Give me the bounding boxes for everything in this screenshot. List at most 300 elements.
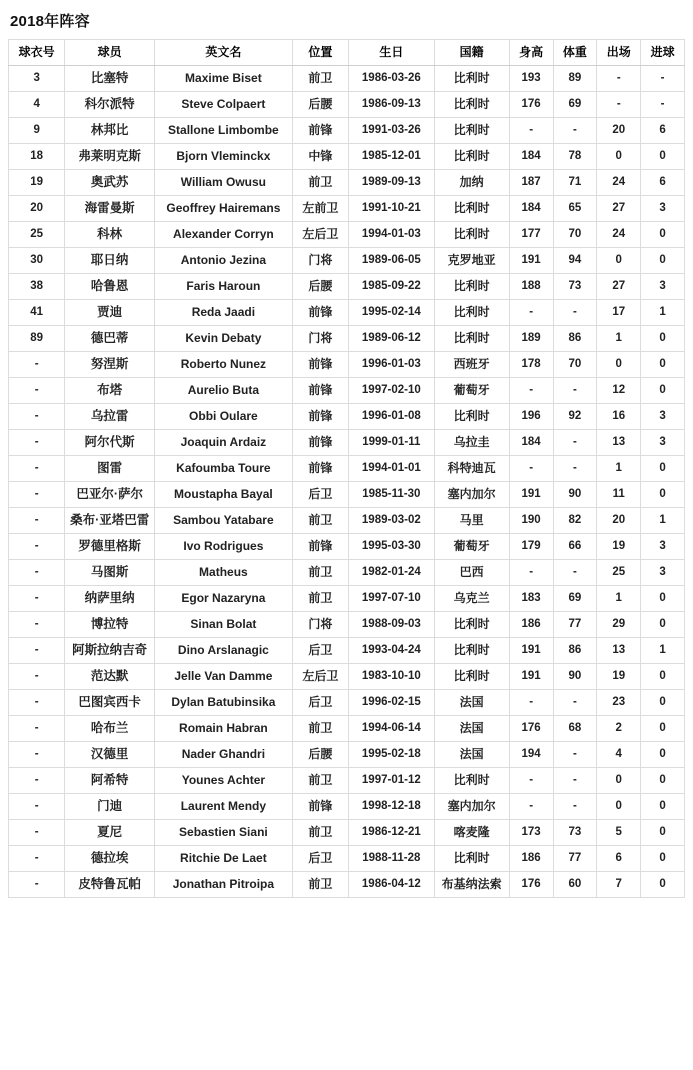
cell-jersey-number: - <box>9 612 65 638</box>
cell-birthday: 1986-04-12 <box>349 872 435 898</box>
table-row <box>9 534 685 560</box>
cell-birthday: 1982-01-24 <box>349 560 435 586</box>
cell-birthday: 1999-01-11 <box>349 430 435 456</box>
cell-height: - <box>509 300 553 326</box>
cell-goals: 3 <box>641 404 685 430</box>
cell-height: 193 <box>509 66 553 92</box>
cell-jersey-number: 25 <box>9 222 65 248</box>
cell-goals: 0 <box>641 716 685 742</box>
cell-jersey-number: - <box>9 638 65 664</box>
cell-position: 门将 <box>292 326 348 352</box>
cell-nationality: 葡萄牙 <box>434 378 509 404</box>
cell-english-name: Ritchie De Laet <box>155 846 293 872</box>
cell-goals: 0 <box>641 586 685 612</box>
cell-appearances: 1 <box>597 326 641 352</box>
cell-position: 左后卫 <box>292 222 348 248</box>
cell-weight: - <box>553 430 597 456</box>
cell-position: 后腰 <box>292 92 348 118</box>
table-row <box>9 846 685 872</box>
cell-player-name: 耶日纳 <box>65 248 155 274</box>
cell-nationality: 乌克兰 <box>434 586 509 612</box>
cell-weight: 71 <box>553 170 597 196</box>
cell-appearances: 7 <box>597 872 641 898</box>
cell-jersey-number: 30 <box>9 248 65 274</box>
cell-height: 177 <box>509 222 553 248</box>
cell-nationality: 比利时 <box>434 274 509 300</box>
cell-birthday: 1991-10-21 <box>349 196 435 222</box>
cell-height: 191 <box>509 482 553 508</box>
cell-height: 191 <box>509 638 553 664</box>
cell-birthday: 1989-03-02 <box>349 508 435 534</box>
cell-nationality: 乌拉圭 <box>434 430 509 456</box>
column-header-goals: 进球 <box>641 40 685 66</box>
cell-birthday: 1995-03-30 <box>349 534 435 560</box>
cell-jersey-number: - <box>9 560 65 586</box>
cell-appearances: 17 <box>597 300 641 326</box>
cell-player-name: 德巴蒂 <box>65 326 155 352</box>
table-row <box>9 508 685 534</box>
cell-height: - <box>509 456 553 482</box>
cell-birthday: 1991-03-26 <box>349 118 435 144</box>
cell-position: 前锋 <box>292 456 348 482</box>
table-row <box>9 378 685 404</box>
cell-appearances: 20 <box>597 508 641 534</box>
cell-nationality: 比利时 <box>434 144 509 170</box>
cell-birthday: 1986-03-26 <box>349 66 435 92</box>
cell-nationality: 布基纳法索 <box>434 872 509 898</box>
cell-english-name: Kevin Debaty <box>155 326 293 352</box>
cell-position: 前卫 <box>292 586 348 612</box>
cell-appearances: 24 <box>597 170 641 196</box>
cell-height: 187 <box>509 170 553 196</box>
table-row <box>9 768 685 794</box>
column-header-jersey: 球衣号 <box>9 40 65 66</box>
cell-nationality: 塞内加尔 <box>434 482 509 508</box>
cell-player-name: 乌拉雷 <box>65 404 155 430</box>
cell-goals: 6 <box>641 170 685 196</box>
cell-height: 179 <box>509 534 553 560</box>
cell-weight: 94 <box>553 248 597 274</box>
cell-jersey-number: - <box>9 872 65 898</box>
cell-goals: 0 <box>641 820 685 846</box>
cell-appearances: 19 <box>597 534 641 560</box>
cell-goals: 1 <box>641 508 685 534</box>
cell-player-name: 巴亚尔·萨尔 <box>65 482 155 508</box>
cell-english-name: Obbi Oulare <box>155 404 293 430</box>
cell-birthday: 1997-02-10 <box>349 378 435 404</box>
header-row <box>9 40 685 66</box>
cell-jersey-number: - <box>9 742 65 768</box>
cell-player-name: 皮特鲁瓦帕 <box>65 872 155 898</box>
cell-birthday: 1988-09-03 <box>349 612 435 638</box>
column-header-nationality: 国籍 <box>434 40 509 66</box>
cell-appearances: 27 <box>597 274 641 300</box>
cell-jersey-number: - <box>9 794 65 820</box>
cell-position: 左后卫 <box>292 664 348 690</box>
cell-birthday: 1989-06-05 <box>349 248 435 274</box>
cell-english-name: Bjorn Vleminckx <box>155 144 293 170</box>
cell-goals: 0 <box>641 742 685 768</box>
cell-appearances: 2 <box>597 716 641 742</box>
cell-player-name: 夏尼 <box>65 820 155 846</box>
cell-appearances: 24 <box>597 222 641 248</box>
cell-english-name: Dino Arslanagic <box>155 638 293 664</box>
cell-goals: 0 <box>641 222 685 248</box>
table-row <box>9 612 685 638</box>
cell-player-name: 贾迪 <box>65 300 155 326</box>
cell-english-name: Nader Ghandri <box>155 742 293 768</box>
cell-weight: - <box>553 378 597 404</box>
cell-english-name: Aurelio Buta <box>155 378 293 404</box>
cell-jersey-number: 9 <box>9 118 65 144</box>
cell-nationality: 比利时 <box>434 118 509 144</box>
cell-appearances: 27 <box>597 196 641 222</box>
cell-nationality: 比利时 <box>434 222 509 248</box>
cell-nationality: 比利时 <box>434 846 509 872</box>
cell-english-name: Maxime Biset <box>155 66 293 92</box>
cell-appearances: 0 <box>597 794 641 820</box>
cell-nationality: 西班牙 <box>434 352 509 378</box>
cell-height: 184 <box>509 196 553 222</box>
cell-weight: 89 <box>553 66 597 92</box>
cell-position: 后卫 <box>292 846 348 872</box>
cell-goals: 0 <box>641 872 685 898</box>
table-row <box>9 248 685 274</box>
cell-jersey-number: - <box>9 508 65 534</box>
cell-appearances: 13 <box>597 430 641 456</box>
cell-nationality: 科特迪瓦 <box>434 456 509 482</box>
cell-player-name: 桑布·亚塔巴雷 <box>65 508 155 534</box>
cell-player-name: 罗德里格斯 <box>65 534 155 560</box>
cell-jersey-number: - <box>9 716 65 742</box>
cell-position: 前卫 <box>292 170 348 196</box>
cell-english-name: Sinan Bolat <box>155 612 293 638</box>
table-row <box>9 92 685 118</box>
cell-nationality: 比利时 <box>434 638 509 664</box>
cell-weight: - <box>553 118 597 144</box>
cell-height: 176 <box>509 872 553 898</box>
cell-weight: - <box>553 300 597 326</box>
cell-height: 176 <box>509 92 553 118</box>
cell-jersey-number: 19 <box>9 170 65 196</box>
table-row <box>9 586 685 612</box>
cell-position: 前锋 <box>292 534 348 560</box>
cell-nationality: 比利时 <box>434 66 509 92</box>
table-row <box>9 196 685 222</box>
table-row <box>9 664 685 690</box>
cell-weight: 92 <box>553 404 597 430</box>
cell-height: 186 <box>509 846 553 872</box>
column-header-position: 位置 <box>292 40 348 66</box>
cell-nationality: 塞内加尔 <box>434 794 509 820</box>
cell-nationality: 马里 <box>434 508 509 534</box>
cell-weight: 70 <box>553 352 597 378</box>
cell-player-name: 阿斯拉纳吉奇 <box>65 638 155 664</box>
cell-weight: 60 <box>553 872 597 898</box>
cell-english-name: Jonathan Pitroipa <box>155 872 293 898</box>
cell-jersey-number: 38 <box>9 274 65 300</box>
cell-nationality: 比利时 <box>434 612 509 638</box>
cell-goals: 1 <box>641 638 685 664</box>
column-header-birthday: 生日 <box>349 40 435 66</box>
cell-appearances: - <box>597 66 641 92</box>
cell-height: - <box>509 690 553 716</box>
cell-player-name: 德拉埃 <box>65 846 155 872</box>
cell-weight: 82 <box>553 508 597 534</box>
cell-goals: 0 <box>641 846 685 872</box>
cell-player-name: 图雷 <box>65 456 155 482</box>
cell-appearances: 13 <box>597 638 641 664</box>
cell-english-name: Reda Jaadi <box>155 300 293 326</box>
cell-position: 后卫 <box>292 638 348 664</box>
cell-english-name: Romain Habran <box>155 716 293 742</box>
column-header-weight: 体重 <box>553 40 597 66</box>
cell-weight: 86 <box>553 638 597 664</box>
table-row <box>9 430 685 456</box>
cell-jersey-number: - <box>9 820 65 846</box>
cell-birthday: 1993-04-24 <box>349 638 435 664</box>
cell-birthday: 1996-01-03 <box>349 352 435 378</box>
cell-birthday: 1995-02-18 <box>349 742 435 768</box>
cell-jersey-number: - <box>9 664 65 690</box>
cell-appearances: 25 <box>597 560 641 586</box>
cell-weight: - <box>553 768 597 794</box>
cell-english-name: Matheus <box>155 560 293 586</box>
table-row <box>9 690 685 716</box>
cell-position: 后腰 <box>292 274 348 300</box>
cell-position: 中锋 <box>292 144 348 170</box>
cell-player-name: 范达默 <box>65 664 155 690</box>
cell-jersey-number: - <box>9 586 65 612</box>
cell-appearances: 1 <box>597 456 641 482</box>
cell-birthday: 1994-06-14 <box>349 716 435 742</box>
cell-height: 176 <box>509 716 553 742</box>
cell-goals: - <box>641 66 685 92</box>
cell-position: 前锋 <box>292 118 348 144</box>
cell-weight: - <box>553 742 597 768</box>
table-row <box>9 638 685 664</box>
cell-appearances: 4 <box>597 742 641 768</box>
cell-appearances: 0 <box>597 352 641 378</box>
cell-player-name: 科林 <box>65 222 155 248</box>
cell-height: 196 <box>509 404 553 430</box>
cell-position: 后卫 <box>292 690 348 716</box>
cell-height: - <box>509 768 553 794</box>
cell-goals: 0 <box>641 456 685 482</box>
cell-weight: - <box>553 794 597 820</box>
cell-goals: 0 <box>641 352 685 378</box>
cell-appearances: 29 <box>597 612 641 638</box>
cell-english-name: Steve Colpaert <box>155 92 293 118</box>
cell-player-name: 马图斯 <box>65 560 155 586</box>
cell-goals: - <box>641 92 685 118</box>
cell-position: 前卫 <box>292 560 348 586</box>
cell-english-name: Sebastien Siani <box>155 820 293 846</box>
cell-jersey-number: 3 <box>9 66 65 92</box>
cell-english-name: Joaquin Ardaiz <box>155 430 293 456</box>
cell-goals: 3 <box>641 560 685 586</box>
cell-nationality: 比利时 <box>434 664 509 690</box>
table-row <box>9 326 685 352</box>
cell-player-name: 布塔 <box>65 378 155 404</box>
cell-appearances: 20 <box>597 118 641 144</box>
cell-weight: 66 <box>553 534 597 560</box>
cell-nationality: 比利时 <box>434 92 509 118</box>
column-header-height: 身高 <box>509 40 553 66</box>
cell-jersey-number: - <box>9 768 65 794</box>
cell-jersey-number: - <box>9 846 65 872</box>
cell-english-name: Younes Achter <box>155 768 293 794</box>
cell-position: 前卫 <box>292 820 348 846</box>
cell-player-name: 巴图宾西卡 <box>65 690 155 716</box>
cell-jersey-number: - <box>9 456 65 482</box>
cell-player-name: 门迪 <box>65 794 155 820</box>
cell-birthday: 1994-01-03 <box>349 222 435 248</box>
cell-player-name: 哈布兰 <box>65 716 155 742</box>
cell-english-name: Alexander Corryn <box>155 222 293 248</box>
cell-birthday: 1997-07-10 <box>349 586 435 612</box>
cell-birthday: 1994-01-01 <box>349 456 435 482</box>
cell-appearances: 6 <box>597 846 641 872</box>
cell-jersey-number: - <box>9 352 65 378</box>
cell-appearances: 16 <box>597 404 641 430</box>
table-row <box>9 794 685 820</box>
cell-weight: 68 <box>553 716 597 742</box>
cell-position: 门将 <box>292 248 348 274</box>
cell-english-name: Kafoumba Toure <box>155 456 293 482</box>
cell-player-name: 科尔派特 <box>65 92 155 118</box>
cell-nationality: 比利时 <box>434 300 509 326</box>
cell-english-name: Egor Nazaryna <box>155 586 293 612</box>
cell-birthday: 1985-12-01 <box>349 144 435 170</box>
cell-height: - <box>509 794 553 820</box>
cell-weight: 69 <box>553 92 597 118</box>
cell-jersey-number: 89 <box>9 326 65 352</box>
cell-english-name: Laurent Mendy <box>155 794 293 820</box>
cell-goals: 3 <box>641 196 685 222</box>
column-header-player: 球员 <box>65 40 155 66</box>
cell-player-name: 哈鲁恩 <box>65 274 155 300</box>
cell-height: 178 <box>509 352 553 378</box>
cell-jersey-number: - <box>9 378 65 404</box>
cell-goals: 1 <box>641 300 685 326</box>
table-row <box>9 66 685 92</box>
cell-jersey-number: 41 <box>9 300 65 326</box>
cell-position: 后腰 <box>292 742 348 768</box>
table-row <box>9 118 685 144</box>
cell-player-name: 博拉特 <box>65 612 155 638</box>
table-row <box>9 170 685 196</box>
cell-height: 194 <box>509 742 553 768</box>
cell-nationality: 喀麦隆 <box>434 820 509 846</box>
cell-nationality: 比利时 <box>434 196 509 222</box>
cell-height: 188 <box>509 274 553 300</box>
cell-position: 前锋 <box>292 300 348 326</box>
cell-appearances: 12 <box>597 378 641 404</box>
cell-weight: 69 <box>553 586 597 612</box>
cell-appearances: 5 <box>597 820 641 846</box>
cell-nationality: 法国 <box>434 690 509 716</box>
cell-appearances: 19 <box>597 664 641 690</box>
cell-position: 后卫 <box>292 482 348 508</box>
table-row <box>9 144 685 170</box>
cell-appearances: 0 <box>597 144 641 170</box>
cell-goals: 0 <box>641 794 685 820</box>
cell-height: 191 <box>509 664 553 690</box>
table-row <box>9 456 685 482</box>
cell-goals: 0 <box>641 378 685 404</box>
cell-position: 前卫 <box>292 66 348 92</box>
cell-weight: 90 <box>553 482 597 508</box>
cell-height: 184 <box>509 144 553 170</box>
table-row <box>9 274 685 300</box>
cell-goals: 3 <box>641 534 685 560</box>
cell-nationality: 法国 <box>434 742 509 768</box>
cell-goals: 3 <box>641 430 685 456</box>
cell-jersey-number: - <box>9 430 65 456</box>
table-row <box>9 222 685 248</box>
cell-height: 191 <box>509 248 553 274</box>
cell-jersey-number: 4 <box>9 92 65 118</box>
column-header-english: 英文名 <box>155 40 293 66</box>
cell-height: - <box>509 378 553 404</box>
cell-goals: 0 <box>641 612 685 638</box>
cell-weight: 77 <box>553 612 597 638</box>
cell-appearances: 0 <box>597 248 641 274</box>
cell-english-name: Jelle Van Damme <box>155 664 293 690</box>
cell-goals: 0 <box>641 144 685 170</box>
cell-position: 前卫 <box>292 716 348 742</box>
cell-birthday: 1989-09-13 <box>349 170 435 196</box>
cell-jersey-number: - <box>9 404 65 430</box>
cell-goals: 0 <box>641 326 685 352</box>
cell-english-name: Ivo Rodrigues <box>155 534 293 560</box>
table-row <box>9 352 685 378</box>
cell-height: 184 <box>509 430 553 456</box>
cell-player-name: 阿尔代斯 <box>65 430 155 456</box>
cell-nationality: 克罗地亚 <box>434 248 509 274</box>
cell-position: 前卫 <box>292 872 348 898</box>
table-row <box>9 404 685 430</box>
cell-weight: 77 <box>553 846 597 872</box>
cell-birthday: 1986-12-21 <box>349 820 435 846</box>
cell-appearances: 1 <box>597 586 641 612</box>
cell-position: 前锋 <box>292 794 348 820</box>
cell-nationality: 比利时 <box>434 326 509 352</box>
cell-jersey-number: 18 <box>9 144 65 170</box>
cell-position: 前锋 <box>292 378 348 404</box>
cell-birthday: 1989-06-12 <box>349 326 435 352</box>
cell-english-name: Dylan Batubinsika <box>155 690 293 716</box>
cell-weight: 70 <box>553 222 597 248</box>
cell-goals: 3 <box>641 274 685 300</box>
cell-birthday: 1998-12-18 <box>349 794 435 820</box>
cell-position: 前锋 <box>292 352 348 378</box>
cell-birthday: 1983-10-10 <box>349 664 435 690</box>
cell-birthday: 1986-09-13 <box>349 92 435 118</box>
cell-position: 门将 <box>292 612 348 638</box>
table-row <box>9 742 685 768</box>
cell-height: 173 <box>509 820 553 846</box>
cell-weight: 65 <box>553 196 597 222</box>
cell-birthday: 1997-01-12 <box>349 768 435 794</box>
cell-weight: - <box>553 690 597 716</box>
table-row <box>9 872 685 898</box>
cell-position: 前卫 <box>292 508 348 534</box>
cell-weight: - <box>553 456 597 482</box>
cell-player-name: 林邦比 <box>65 118 155 144</box>
table-row <box>9 300 685 326</box>
